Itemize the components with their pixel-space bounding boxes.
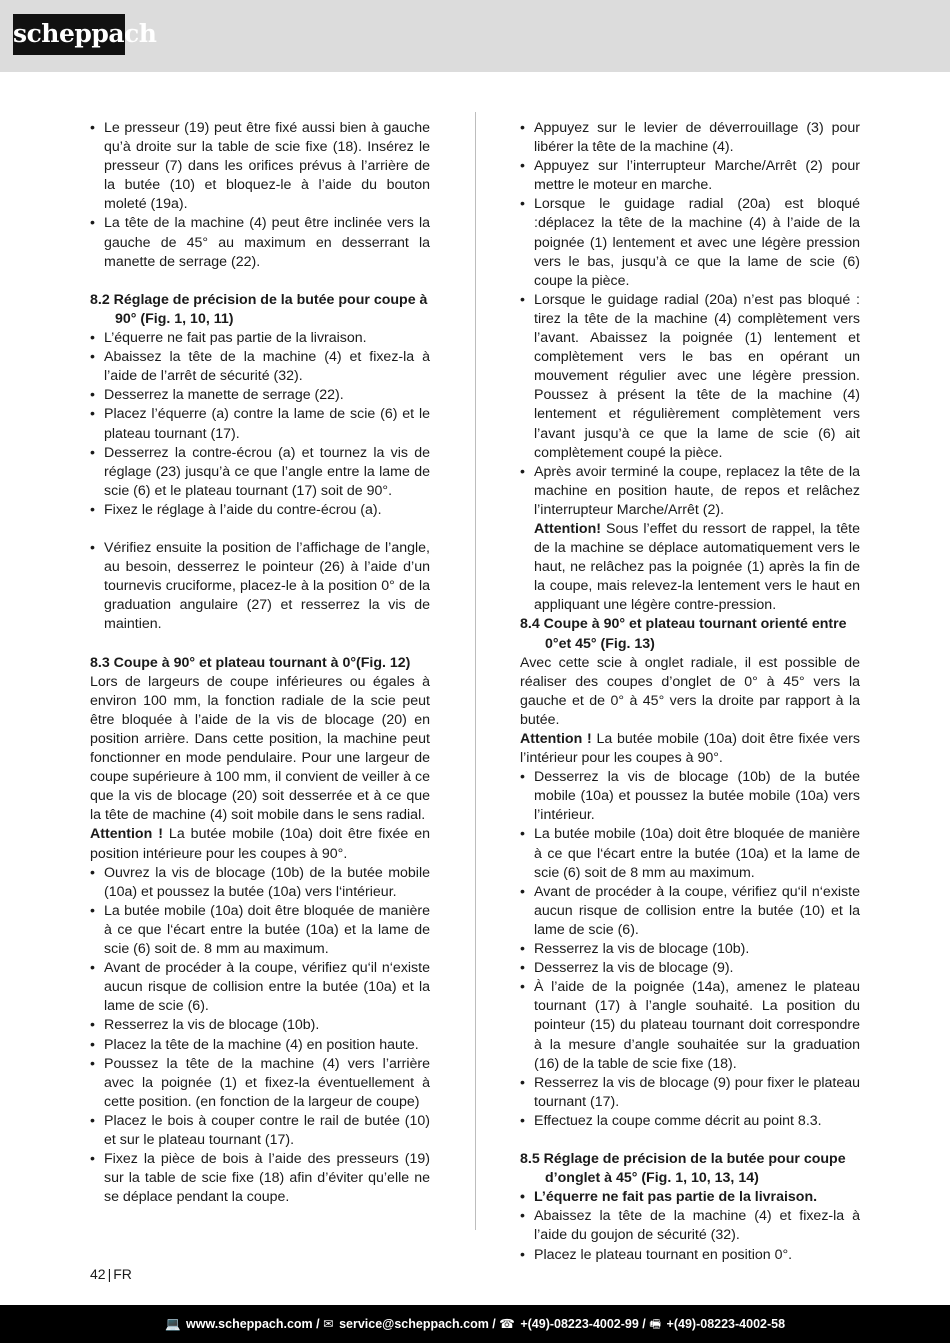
bullet-item: • Après avoir terminé la coupe, replacez la tête de la machine en position haute, de repos et relâchez l’interrupteur Marche/Arrêt (2). — [520, 463, 860, 520]
paragraph-text: La butée mobile (10a) doit être fixée vers l’intérieur pour les coupes à 90°. — [520, 731, 861, 767]
attention-label: Attention ! — [90, 826, 163, 843]
spacer — [520, 1131, 860, 1150]
spacer — [90, 272, 430, 291]
bullet-item: • Abaissez la tête de la machine (4) et fixez-la à l’aide de l’arrêt de sécurité (32). — [90, 348, 430, 386]
column-divider — [475, 112, 476, 1230]
bullet-item: • Ouvrez la vis de blocage (10b) de la butée mobile (10a) et poussez la butée (10a) vers l‘intérieur. — [90, 864, 430, 902]
paragraph: Lors de largeurs de coupe inférieures ou égales à environ 100 mm, la fonction radiale de la scie peut être bloquée à l’aide de la vis de blocage (20) en position arrière. Dans cette position, la machine peut fonctionner en mode pendulaire. Pour une largeur de coupe supérieure à 100 mm, il convient de veiller à ce que la vis de blocage (20) soit desserrée et à ce que la tête de machine (4) soit mobile dans le sens radial. — [90, 673, 430, 824]
envelope-icon: ✉ — [323, 1317, 334, 1331]
bullet-item: • Lorsque le guidage radial (20a) est bloqué :déplacez la tête de la machine (4) à l’aide de la poignée (1) lentement et avec une légère pression vers le bas, jusqu’à ce que la lame de scie (6) coupe la pièce. — [520, 195, 860, 290]
bullet-item: • Desserrez la vis de blocage (9). — [520, 959, 860, 978]
computer-icon: 💻 — [164, 1317, 181, 1331]
fax-number: +(49)-08223-4002-58 — [666, 1317, 786, 1331]
telephone-icon: ☎ — [499, 1317, 515, 1331]
bullet-item: • La tête de la machine (4) peut être inclinée vers la gauche de 45° au maximum en desserrant la manette de serrage (22). — [90, 214, 430, 271]
section-heading: 8.3 Coupe à 90° et plateau tournant à 0°(Fig. 12) — [90, 654, 411, 671]
warning-paragraph — [520, 520, 860, 615]
paragraph: Avec cette scie à onglet radiale, il est possible de réaliser des coupes d’onglet de 0° à 45° vers la gauche et de 0° à 45° vers la droite par rapport à la butée. — [520, 654, 860, 728]
website-link[interactable]: www.scheppach.com / — [186, 1317, 320, 1331]
paragraph — [90, 825, 430, 863]
bullet-item: • Vérifiez ensuite la position de l’affichage de l’angle, au besoin, desserrez le pointeur (26) à l’aide d’un tournevis cruciforme, placez-le à la position 0° de la graduation angulaire (27) et resserrez la vis de maintien. — [90, 539, 430, 634]
spacer — [90, 520, 430, 539]
page-number-block — [90, 1266, 132, 1282]
bullet-item: • Avant de procéder à la coupe, vérifiez qu‘il n‘existe aucun risque de collision entre la butée (10) et la lame de scie (6). — [520, 883, 860, 940]
bullet-item: • L’équerre ne fait pas partie de la livraison. — [90, 329, 430, 348]
right-column — [520, 119, 860, 1265]
bullet-item: • Placez le bois à couper contre le rail de butée (10) et sur le plateau tournant (17). — [90, 1112, 430, 1150]
section-heading: 8.2 Réglage de précision de la butée pour coupe à 90° (Fig. 1, 10, 11) — [90, 291, 428, 327]
left-column — [90, 119, 430, 1207]
paragraph — [520, 730, 860, 768]
section-heading: 8.4 Coupe à 90° et plateau tournant orienté entre 0°et 45° (Fig. 13) — [520, 616, 847, 652]
bullet-item: • Appuyez sur le levier de déverrouillage (3) pour libérer la tête de la machine (4). — [520, 119, 860, 157]
bullet-item: • Lorsque le guidage radial (20a) n’est pas bloqué : tirez la tête de la machine (4) complètement vers l’avant. Abaissez la poignée (1) lentement et complètement vers le bas en opérant un mouvement régulier avec une légère pression. Poussez à présent la tête de la machine (4) lentement et régulièrement complètement vers l’avant jusqu’à ce que la lame de scie (6) ait complètement coupé la pièce. — [520, 291, 860, 463]
attention-label: Attention ! — [520, 731, 592, 747]
bullet-item: • Fixez la pièce de bois à l’aide des presseurs (19) sur la table de scie fixe (18) afin d’éviter qu’elle ne se déplace pendant la coupe. — [90, 1150, 430, 1207]
bullet-item: • Effectuez la coupe comme décrit au point 8.3. — [520, 1112, 860, 1131]
bullet-item: • Placez la tête de la machine (4) en position haute. — [90, 1036, 430, 1055]
bullet-item: • Poussez la tête de la machine (4) vers l’arrière avec la poignée (1) et fixez-la éventuellement à cette position. (en fonction de la largeur de coupe) — [90, 1055, 430, 1112]
bullet-item: • Fixez le réglage à l’aide du contre-écrou (a). — [90, 501, 430, 520]
bullet-item: • À l’aide de la poignée (14a), amenez le plateau tournant (17) à l’angle souhaité. La position du pointeur (15) du plateau tournant doit correspondre à la mesure d’angle souhaitée sur la graduation (16) de la table de scie fixe (18). — [520, 978, 860, 1073]
bullet-item: • Abaissez la tête de la machine (4) et fixez-la à l’aide du goujon de sécurité (32). — [520, 1207, 860, 1245]
bullet-item: • Placez le plateau tournant en position 0°. — [520, 1246, 860, 1265]
bullet-item: • Placez l’équerre (a) contre la lame de scie (6) et le plateau tournant (17). — [90, 405, 430, 443]
paragraph-text: La butée mobile (10a) doit être fixée en position intérieure pour les coupes à 90°. — [90, 826, 430, 862]
phone-number: +(49)-08223-4002-99 / — [520, 1317, 646, 1331]
spacer — [90, 635, 430, 654]
fax-icon: 🖷 — [649, 1317, 662, 1331]
brand-logo: scheppach — [13, 14, 125, 55]
header-band — [0, 0, 950, 72]
bullet-item: • Appuyez sur l’interrupteur Marche/Arrêt (2) pour mettre le moteur en marche. — [520, 157, 860, 195]
paragraph-text: Sous l’effet du ressort de rappel, la tête de la machine se déplace automatiquement vers le haut, ne relâchez pas la poignée (1) après la fin de la coupe, mais relevez-la lentement vers le haut en appliquant une légère contre-pression. — [534, 520, 860, 614]
bullet-item: • La butée mobile (10a) doit être bloquée de manière à ce que l‘écart entre la butée (10a) et la lame de scie (6) soit de. 8 mm au maximum. — [90, 902, 430, 959]
language-code: FR — [113, 1266, 132, 1282]
bullet-item: • Resserrez la vis de blocage (10b). — [90, 1016, 430, 1035]
attention-label: Attention! — [534, 520, 601, 537]
page-number: 42 — [90, 1266, 106, 1282]
section-heading: 8.5 Réglage de précision de la butée pour coupe d’onglet à 45° (Fig. 1, 10, 13, 14) — [520, 1151, 846, 1187]
page-separator: | — [107, 1266, 112, 1282]
bullet-item: • Resserrez la vis de blocage (10b). — [520, 940, 860, 959]
bullet-item: • Le presseur (19) peut être fixé aussi bien à gauche qu’à droite sur la table de scie fixe (18). Insérez le presseur (7) dans les orifices prévus à l’arrière de la butée (10) et bloquez-le à l’aide du bouton moleté (19a). — [90, 119, 430, 214]
email-link[interactable]: service@scheppach.com / — [339, 1317, 496, 1331]
bullet-item: • La butée mobile (10a) doit être bloquée de manière à ce que l‘écart entre la butée (10a) et la lame de scie (6) soit de 8 mm au maximum. — [520, 825, 860, 882]
contact-bar — [0, 1305, 950, 1343]
bullet-item: • L’équerre ne fait pas partie de la livraison. — [520, 1188, 860, 1207]
bullet-item: • Avant de procéder à la coupe, vérifiez qu‘il n‘existe aucun risque de collision entre la butée (10a) et la lame de scie (6). — [90, 959, 430, 1016]
bullet-item: • Desserrez la vis de blocage (10b) de la butée mobile (10a) et poussez la butée mobile (10a) vers l’intérieur. — [520, 768, 860, 825]
bullet-item: • Desserrez la manette de serrage (22). — [90, 386, 430, 405]
bullet-item: • Resserrez la vis de blocage (9) pour fixer le plateau tournant (17). — [520, 1074, 860, 1112]
bullet-item: • Desserrez la contre-écrou (a) et tournez la vis de réglage (23) jusqu’à ce que l’angle entre la lame de scie (6) et le plateau tournant (17) soit de 90°. — [90, 444, 430, 501]
